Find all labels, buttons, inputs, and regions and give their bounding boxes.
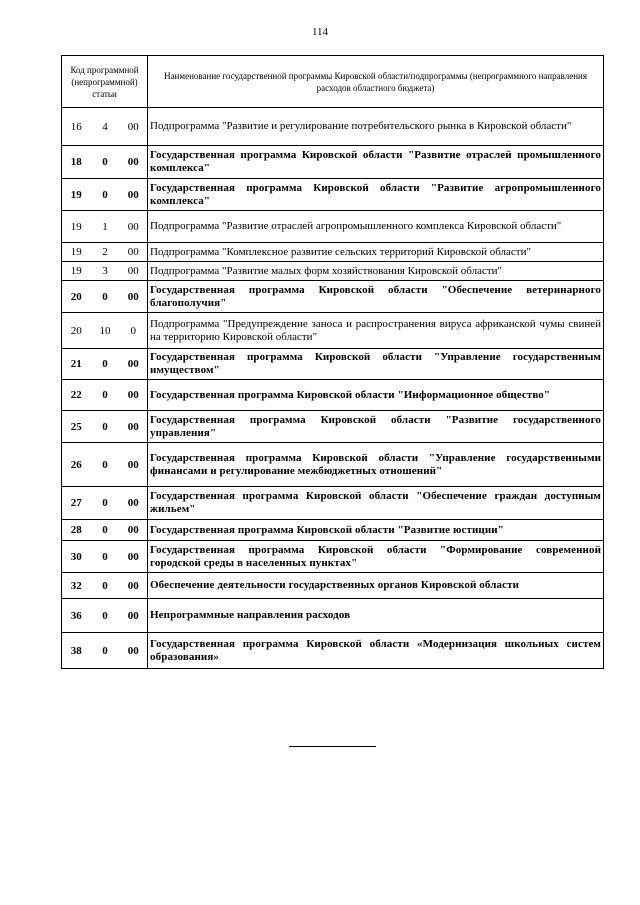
code-part-2: 0: [91, 411, 120, 443]
code-part-2: 0: [91, 380, 120, 411]
code-part-1: 20: [62, 281, 91, 313]
code-part-1: 18: [62, 146, 91, 179]
code-part-2: 10: [91, 313, 120, 349]
code-part-2: 0: [91, 573, 120, 599]
table-body: [62, 108, 604, 669]
program-name: Государственная программа Кировской области "Управление государственными финансами и регулирование межбюджетных отношений": [148, 443, 604, 487]
code-part-1: 20: [62, 313, 91, 349]
table-row: [62, 349, 604, 380]
code-part-1: 32: [62, 573, 91, 599]
table-row: [62, 243, 604, 262]
code-part-3: 00: [120, 108, 148, 146]
table-row: [62, 541, 604, 573]
program-name: Подпрограмма "Развитие малых форм хозяйствования Кировской области": [148, 262, 604, 281]
code-part-3: 00: [120, 633, 148, 669]
table-row: [62, 573, 604, 599]
page-number: 114: [311, 26, 329, 38]
code-part-3: 00: [120, 573, 148, 599]
table-row: [62, 633, 604, 669]
code-part-2: 3: [91, 262, 120, 281]
code-part-2: 0: [91, 599, 120, 633]
code-part-2: 0: [91, 146, 120, 179]
header-name: Наименование государственной программы Кировской области/подпрограммы (непрограммного направления расходов областного бюджета): [148, 56, 604, 108]
code-part-1: 25: [62, 411, 91, 443]
code-part-3: 00: [120, 599, 148, 633]
program-name: Подпрограмма "Предупреждение заноса и распространения вируса африканской чумы свиней на территорию Кировской области": [148, 313, 604, 349]
code-part-3: 0: [120, 313, 148, 349]
code-part-3: 00: [120, 411, 148, 443]
code-part-3: 00: [120, 541, 148, 573]
code-part-2: 0: [91, 443, 120, 487]
table-row: [62, 211, 604, 243]
code-part-2: 4: [91, 108, 120, 146]
program-name: Государственная программа Кировской области "Развитие отраслей промышленного комплекса": [148, 146, 604, 179]
code-part-2: 0: [91, 520, 120, 541]
code-part-2: 0: [91, 179, 120, 211]
code-part-2: 2: [91, 243, 120, 262]
table-row: [62, 108, 604, 146]
program-name: Подпрограмма "Комплексное развитие сельских территорий Кировской области": [148, 243, 604, 262]
code-part-1: 30: [62, 541, 91, 573]
code-part-2: 0: [91, 633, 120, 669]
code-part-2: 0: [91, 349, 120, 380]
code-part-1: 27: [62, 487, 91, 520]
code-part-1: 36: [62, 599, 91, 633]
code-part-3: 00: [120, 487, 148, 520]
table-row: [62, 443, 604, 487]
program-name: Государственная программа Кировской области "Формирование современной городской среды в населенных пунктах": [148, 541, 604, 573]
table-row: [62, 411, 604, 443]
table-row: [62, 313, 604, 349]
program-name: Государственная программа Кировской области "Управление государственным имуществом": [148, 349, 604, 380]
code-part-3: 00: [120, 243, 148, 262]
code-part-1: 16: [62, 108, 91, 146]
code-part-1: 19: [62, 211, 91, 243]
table-row: [62, 599, 604, 633]
code-part-3: 00: [120, 281, 148, 313]
code-part-1: 28: [62, 520, 91, 541]
code-part-2: 1: [91, 211, 120, 243]
table-row: [62, 281, 604, 313]
code-part-3: 00: [120, 262, 148, 281]
header-code: Код программной (непрограммной) статьи: [62, 56, 148, 108]
code-part-1: 26: [62, 443, 91, 487]
program-codes-table: [61, 55, 604, 669]
code-part-1: 19: [62, 243, 91, 262]
table-row: [62, 380, 604, 411]
program-name: Государственная программа Кировской области "Обеспечение ветеринарного благополучия": [148, 281, 604, 313]
code-part-3: 00: [120, 380, 148, 411]
table-header-row: [62, 56, 604, 108]
code-part-3: 00: [120, 520, 148, 541]
code-part-3: 00: [120, 179, 148, 211]
program-name: Непрограммные направления расходов: [148, 599, 604, 633]
table-row: [62, 262, 604, 281]
program-name: Государственная программа Кировской области "Развитие юстиции": [148, 520, 604, 541]
program-name: Подпрограмма "Развитие отраслей агропромышленного комплекса Кировской области": [148, 211, 604, 243]
code-part-3: 00: [120, 349, 148, 380]
code-part-1: 22: [62, 380, 91, 411]
program-name: Государственная программа Кировской области "Обеспечение граждан доступным жильем": [148, 487, 604, 520]
code-part-3: 00: [120, 443, 148, 487]
code-part-3: 00: [120, 211, 148, 243]
footer-rule: [289, 746, 376, 747]
code-part-1: 21: [62, 349, 91, 380]
program-name: Государственная программа Кировской области "Развитие агропромышленного комплекса": [148, 179, 604, 211]
program-name: Государственная программа Кировской области "Развитие государственного управления": [148, 411, 604, 443]
table-row: [62, 179, 604, 211]
program-name: Подпрограмма "Развитие и регулирование потребительского рынка в Кировской области": [148, 108, 604, 146]
code-part-2: 0: [91, 487, 120, 520]
program-name: Государственная программа Кировской области «Модернизация школьных систем образования»: [148, 633, 604, 669]
table-row: [62, 520, 604, 541]
code-part-1: 19: [62, 262, 91, 281]
program-name: Государственная программа Кировской области "Информационное общество": [148, 380, 604, 411]
code-part-1: 19: [62, 179, 91, 211]
table-row: [62, 146, 604, 179]
table-row: [62, 487, 604, 520]
code-part-3: 00: [120, 146, 148, 179]
program-name: Обеспечение деятельности государственных органов Кировской области: [148, 573, 604, 599]
code-part-2: 0: [91, 541, 120, 573]
code-part-1: 38: [62, 633, 91, 669]
code-part-2: 0: [91, 281, 120, 313]
